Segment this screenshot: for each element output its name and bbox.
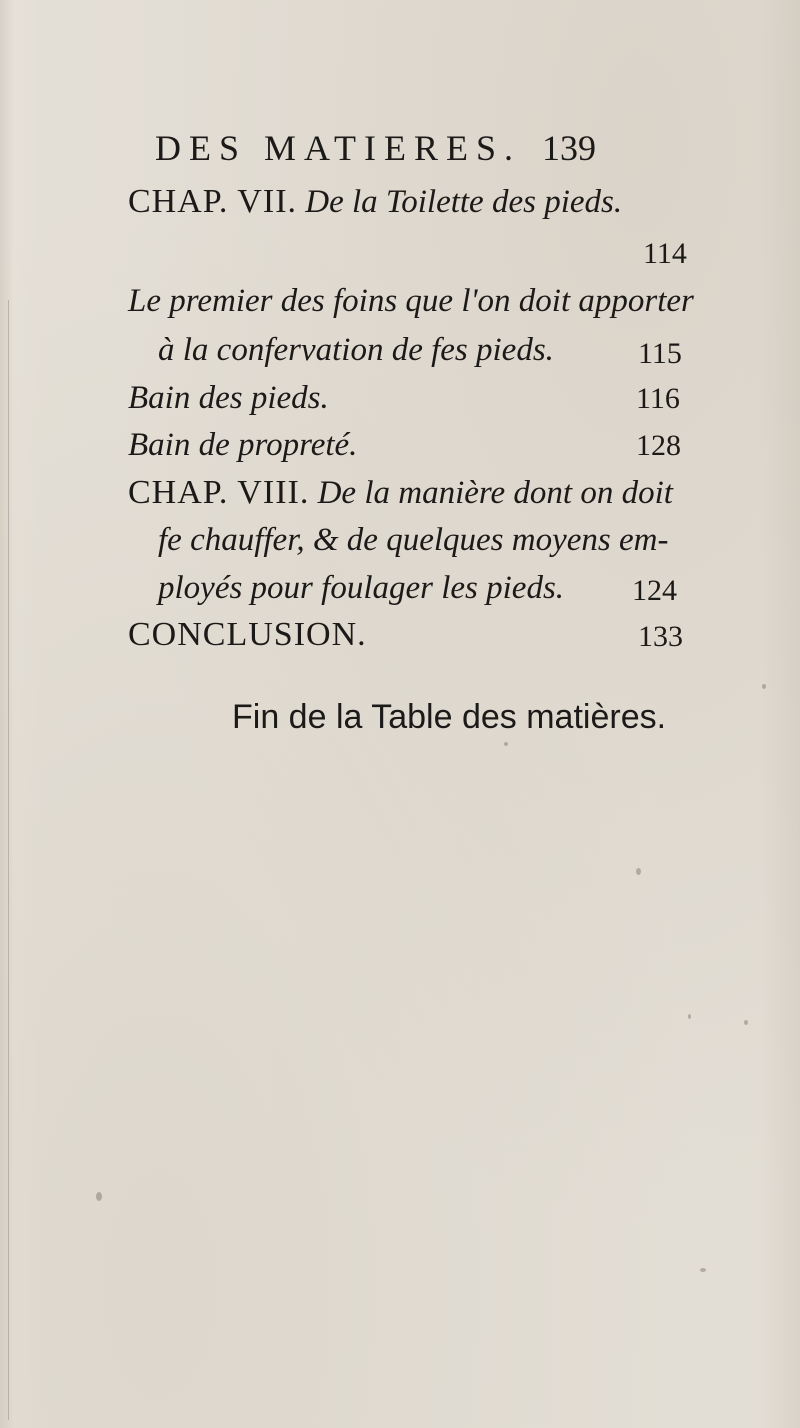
running-header [155, 127, 596, 169]
toc-entry-line: fe chauffer, & de quelques moyens em- [158, 522, 669, 558]
entry-page-number: 124 [632, 574, 677, 607]
chapter-label: CHAP. VII. [128, 183, 298, 220]
entry-page-number: 133 [638, 620, 683, 653]
toc-entry-chap-viii [128, 474, 673, 512]
toc-entry-line: Le premier des foins que l'on doit apporter [128, 283, 694, 319]
header-title: DES MATIERES. [155, 128, 522, 168]
toc-entry-chap-vii [128, 183, 622, 221]
paper-speck [700, 1268, 706, 1272]
chapter-label: CHAP. VIII. [128, 474, 310, 511]
entry-page-number: 116 [636, 382, 680, 415]
page-edge-shadow [8, 300, 9, 1420]
entry-title: De la Toilette des pieds. [305, 184, 623, 220]
entry-page-number: 128 [636, 429, 681, 462]
paper-speck [688, 1014, 691, 1019]
entry-page-number: 114 [643, 237, 687, 270]
entry-page-number: 115 [638, 337, 682, 370]
paper-speck [96, 1192, 102, 1201]
toc-entry-line: ployés pour foulager les pieds. [158, 570, 565, 606]
paper-speck [636, 868, 641, 875]
toc-entry-line: Bain de propreté. [128, 427, 358, 463]
paper-speck [762, 684, 766, 689]
toc-entry-conclusion: CONCLUSION. [128, 616, 367, 653]
entry-title: De la manière dont on doit [317, 475, 673, 511]
paper-speck [504, 742, 508, 746]
header-page-number: 139 [542, 128, 597, 168]
toc-entry-line: à la confervation de fes pieds. [158, 332, 554, 368]
paper-speck [744, 1020, 748, 1025]
end-of-table-note: Fin de la Table des matières. [232, 698, 667, 736]
toc-entry-line: Bain des pieds. [128, 380, 329, 416]
